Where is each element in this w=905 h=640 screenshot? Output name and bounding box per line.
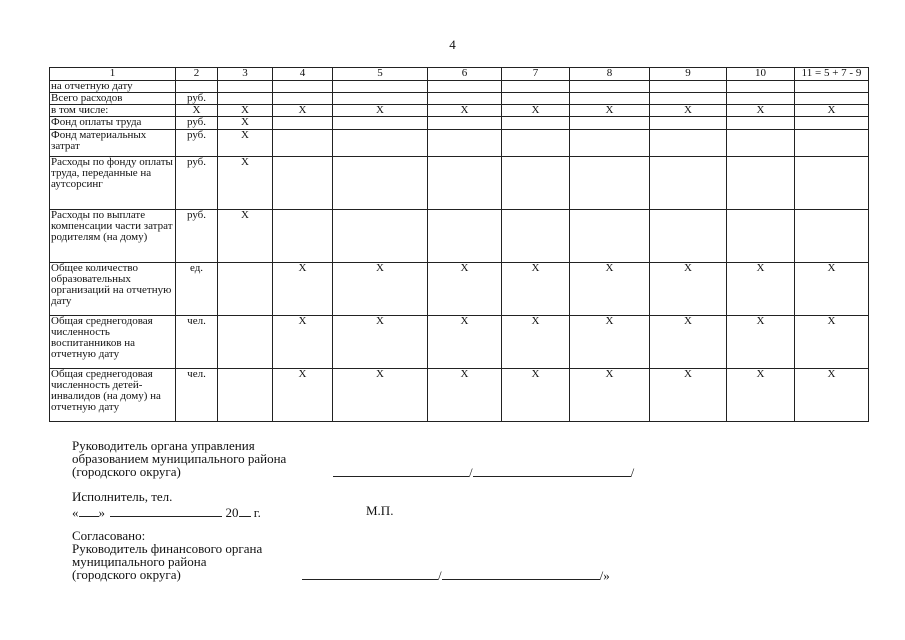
table-cell: X (570, 105, 650, 117)
fin-title-line2: муниципального района (72, 554, 207, 569)
table-row (50, 81, 869, 93)
separator: / (438, 568, 442, 583)
table-cell: X (333, 263, 428, 316)
table-cell[interactable] (333, 130, 428, 157)
month-blank[interactable] (110, 505, 222, 517)
separator: / (469, 465, 473, 480)
table-row (50, 130, 869, 157)
row-label: Фонд оплаты труда (50, 117, 176, 130)
table-cell: X (218, 210, 273, 263)
column-header: 9 (650, 68, 727, 81)
name-blank[interactable] (442, 568, 600, 580)
table-row (50, 93, 869, 105)
table-cell: X (795, 105, 869, 117)
page-number: 4 (449, 37, 456, 52)
table-cell[interactable] (502, 93, 570, 105)
stamp-label: М.П. (366, 503, 394, 518)
head-title-line2: образованием муниципального района (72, 451, 287, 466)
table-cell: X (570, 263, 650, 316)
table-cell[interactable] (218, 369, 273, 422)
column-header: 6 (428, 68, 502, 81)
table-cell[interactable] (273, 157, 333, 210)
table-cell: X (795, 369, 869, 422)
table-row (50, 263, 869, 316)
table-cell[interactable] (502, 210, 570, 263)
row-label: на отчетную дату (50, 81, 176, 93)
table-cell: X (650, 263, 727, 316)
table-cell[interactable] (727, 130, 795, 157)
table-cell[interactable] (795, 117, 869, 130)
table-cell[interactable] (502, 130, 570, 157)
table-cell[interactable] (650, 157, 727, 210)
table-cell[interactable] (650, 93, 727, 105)
table-cell[interactable] (650, 210, 727, 263)
table-cell[interactable] (795, 210, 869, 263)
table-cell[interactable] (727, 157, 795, 210)
table-cell[interactable] (795, 157, 869, 210)
column-header: 5 (333, 68, 428, 81)
row-label: Общее количество образовательных организаций на отчетную дату (50, 263, 176, 316)
table-cell[interactable] (273, 81, 333, 93)
table-row (50, 157, 869, 210)
head-signature-line (333, 465, 634, 479)
table-cell: X (727, 316, 795, 369)
table-cell[interactable] (570, 93, 650, 105)
table-cell: X (727, 105, 795, 117)
table-row (50, 369, 869, 422)
table-cell: X (176, 105, 218, 117)
agreed-label: Согласовано: (72, 528, 146, 543)
table-cell: X (502, 105, 570, 117)
table-cell: руб. (176, 130, 218, 157)
table-cell: X (428, 369, 502, 422)
table-cell[interactable] (273, 210, 333, 263)
column-header: 8 (570, 68, 650, 81)
table-cell[interactable] (727, 117, 795, 130)
table-cell: X (795, 316, 869, 369)
row-label: Общая среднегодовая численность детей-инвалидов (на дому) на отчетную дату (50, 369, 176, 422)
table-cell: руб. (176, 117, 218, 130)
table-cell[interactable] (428, 93, 502, 105)
table-cell: X (502, 369, 570, 422)
table-cell[interactable] (570, 210, 650, 263)
table-cell: ед. (176, 263, 218, 316)
table-row (50, 210, 869, 263)
table-cell: X (570, 316, 650, 369)
table-cell: X (273, 316, 333, 369)
table-cell[interactable] (502, 117, 570, 130)
table-row (50, 117, 869, 130)
table-cell: чел. (176, 369, 218, 422)
table-cell[interactable] (218, 93, 273, 105)
table-cell[interactable] (218, 316, 273, 369)
separator: /» (599, 568, 610, 583)
executor-label: Исполнитель, тел. (72, 489, 173, 504)
table-cell: X (650, 369, 727, 422)
table-cell[interactable] (570, 81, 650, 93)
quote-open: « (72, 505, 79, 520)
table-cell: X (570, 369, 650, 422)
table-cell[interactable] (428, 130, 502, 157)
head-title-line3: (городского округа) (72, 464, 181, 479)
table-cell[interactable] (428, 157, 502, 210)
table-cell: X (650, 105, 727, 117)
table-cell[interactable] (333, 210, 428, 263)
quote-close: » (98, 505, 105, 520)
table-row (50, 105, 869, 117)
table-cell: X (428, 105, 502, 117)
table-cell: X (727, 263, 795, 316)
table-cell[interactable] (650, 130, 727, 157)
table-cell[interactable] (333, 157, 428, 210)
table-cell[interactable] (570, 117, 650, 130)
table-cell[interactable] (333, 93, 428, 105)
year-prefix: 20 (225, 505, 239, 520)
table-cell[interactable] (273, 117, 333, 130)
table-cell[interactable] (650, 117, 727, 130)
table-cell[interactable] (570, 157, 650, 210)
table-cell[interactable] (218, 263, 273, 316)
table-cell: X (273, 263, 333, 316)
table-cell: X (218, 105, 273, 117)
date-line (72, 505, 261, 519)
table-cell: X (333, 105, 428, 117)
table-cell: руб. (176, 210, 218, 263)
table-cell[interactable] (273, 130, 333, 157)
row-label: Общая среднегодовая численность воспитанников на отчетную дату (50, 316, 176, 369)
table-cell[interactable] (333, 117, 428, 130)
table-cell[interactable] (428, 81, 502, 93)
row-label: Расходы по выплате компенсации части затрат родителям (на дому) (50, 210, 176, 263)
table-cell[interactable] (795, 81, 869, 93)
executor-block (72, 490, 261, 519)
table-cell: X (218, 157, 273, 210)
table-cell[interactable] (727, 93, 795, 105)
table-cell[interactable] (502, 157, 570, 210)
row-label: Всего расходов (50, 93, 176, 105)
year-suffix: г. (253, 505, 261, 520)
head-signature-block (72, 439, 286, 478)
column-header: 7 (502, 68, 570, 81)
separator: / (630, 465, 635, 480)
table-cell[interactable] (333, 81, 428, 93)
table-cell[interactable] (218, 81, 273, 93)
table-body (50, 68, 869, 422)
table-cell[interactable] (727, 81, 795, 93)
table-cell[interactable] (650, 81, 727, 93)
row-label: в том числе: (50, 105, 176, 117)
name-blank[interactable] (473, 465, 631, 477)
column-header: 1 (50, 68, 176, 81)
table-cell[interactable] (795, 130, 869, 157)
table-cell: X (795, 263, 869, 316)
signature-blank[interactable] (302, 568, 438, 580)
table-cell: X (333, 316, 428, 369)
column-header: 10 (727, 68, 795, 81)
column-header: 3 (218, 68, 273, 81)
table-cell[interactable] (795, 93, 869, 105)
table-cell: X (502, 263, 570, 316)
table-cell[interactable] (727, 210, 795, 263)
table-cell: X (727, 369, 795, 422)
table-cell: X (273, 105, 333, 117)
table-cell: X (333, 369, 428, 422)
column-header: 11 = 5 + 7 - 9 (795, 68, 869, 81)
table-cell: чел. (176, 316, 218, 369)
finance-signature-block (72, 529, 262, 581)
row-label: Расходы по фонду оплаты труда, переданные на аутсорсинг (50, 157, 176, 210)
finance-signature-line (302, 568, 610, 582)
row-label: Фонд материальных затрат (50, 130, 176, 157)
table-cell[interactable] (428, 117, 502, 130)
table-cell: X (218, 117, 273, 130)
fin-title-line3: (городского округа) (72, 567, 181, 582)
year-blank[interactable] (239, 505, 251, 517)
column-header: 2 (176, 68, 218, 81)
table-cell: X (218, 130, 273, 157)
table-cell[interactable] (570, 130, 650, 157)
table-cell: X (650, 316, 727, 369)
table-cell: руб. (176, 157, 218, 210)
column-header: 4 (273, 68, 333, 81)
signature-blank[interactable] (333, 465, 469, 477)
table-cell[interactable] (428, 210, 502, 263)
table-row (50, 316, 869, 369)
report-table (49, 67, 869, 422)
head-title-line1: Руководитель органа управления (72, 438, 255, 453)
table-cell: X (273, 369, 333, 422)
table-header-row (50, 68, 869, 81)
table-cell: X (428, 263, 502, 316)
fin-title-line1: Руководитель финансового органа (72, 541, 263, 556)
table-cell: X (428, 316, 502, 369)
table-cell: X (502, 316, 570, 369)
table-cell[interactable] (502, 81, 570, 93)
day-blank[interactable] (79, 505, 99, 517)
table-cell[interactable] (273, 93, 333, 105)
table-cell[interactable] (176, 81, 218, 93)
table-cell: руб. (176, 93, 218, 105)
